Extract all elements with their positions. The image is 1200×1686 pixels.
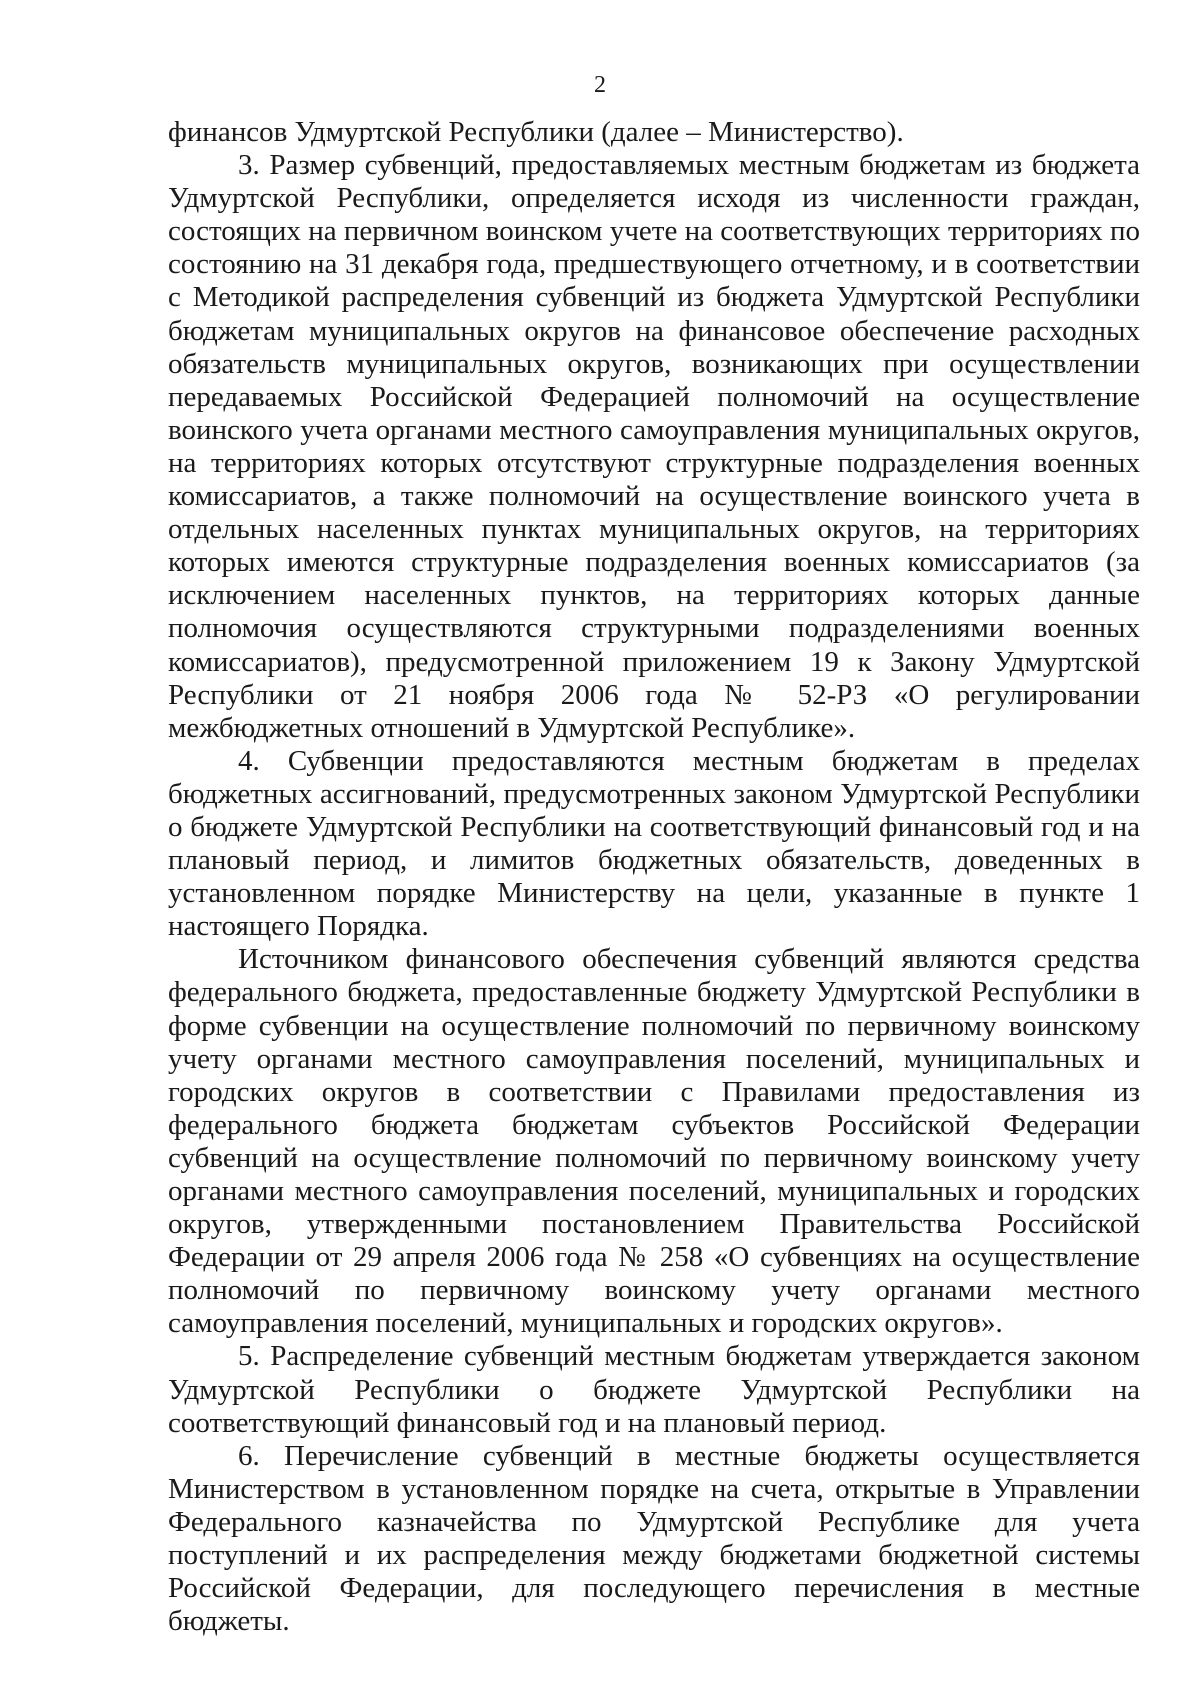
paragraph-item-6: 6. Перечисление субвенций в местные бюджеты осуществляется Министерством в установленном порядке на счета, открытые в Управлении Федерального казначейства по Удмуртской Республике для учета поступлений и их распределения между бюджетами бюджетной системы Российской Федерации, для последующего перечисления в местные бюджеты. xyxy=(168,1439,1140,1638)
paragraph-item-5: 5. Распределение субвенций местным бюджетам утверждается законом Удмуртской Республики о бюджете Удмуртской Республики на соответствующий финансовый год и на плановый период. xyxy=(168,1340,1140,1439)
paragraph-item-4: 4. Субвенции предоставляются местным бюджетам в пределах бюджетных ассигнований, предусмотренных законом Удмуртской Республики о бюджете Удмуртской Республики на соответствующий финансовый год и на плановый период, и лимитов бюджетных обязательств, доведенных в установленном порядке Министерству на цели, указанные в пункте 1 настоящего Порядка. xyxy=(168,744,1140,943)
paragraph-item-3: 3. Размер субвенций, предоставляемых местным бюджетам из бюджета Удмуртской Республики, определяется исходя из численности граждан, состоящих на первичном воинском учете на соответствующих территориях по состоянию на 31 декабря года, предшествующего отчетному, и в соответствии с Методикой распределения субвенций из бюджета Удмуртской Республики бюджетам муниципальных округов на финансовое обеспечение расходных обязательств муниципальных округов, возникающих при осуществлении передаваемых Российской Федерацией полномочий на осуществление воинского учета органами местного самоуправления муниципальных округов, на территориях которых отсутствуют структурные подразделения военных комиссариатов, а также полномочий на осуществление воинского учета в отдельных населенных пунктах муниципальных округов, на территориях которых имеются структурные подразделения военных комиссариатов (за исключением населенных пунктов, на территориях которых данные полномочия осуществляются структурными подразделениями военных комиссариатов), предусмотренной приложением 19 к Закону Удмуртской Республики от 21 ноября 2006 года № 52-РЗ «О регулировании межбюджетных отношений в Удмуртской Республике». xyxy=(168,149,1140,744)
document-body xyxy=(168,116,1140,1638)
page-number: 2 xyxy=(594,72,606,98)
paragraph-funding-source: Источником финансового обеспечения субвенций являются средства федерального бюджета, предоставленные бюджету Удмуртской Республики в форме субвенции на осуществление полномочий по первичному воинскому учету органами местного самоуправления поселений, муниципальных и городских округов в соответствии с Правилами предоставления из федерального бюджета бюджетам субъектов Российской Федерации субвенций на осуществление полномочий по первичному воинскому учету органами местного самоуправления поселений, муниципальных и городских округов, утвержденными постановлением Правительства Российской Федерации от 29 апреля 2006 года № 258 «О субвенциях на осуществление полномочий по первичному воинскому учету органами местного самоуправления поселений, муниципальных и городских округов». xyxy=(168,943,1140,1340)
paragraph-continuation: финансов Удмуртской Республики (далее – Министерство). xyxy=(168,116,904,148)
